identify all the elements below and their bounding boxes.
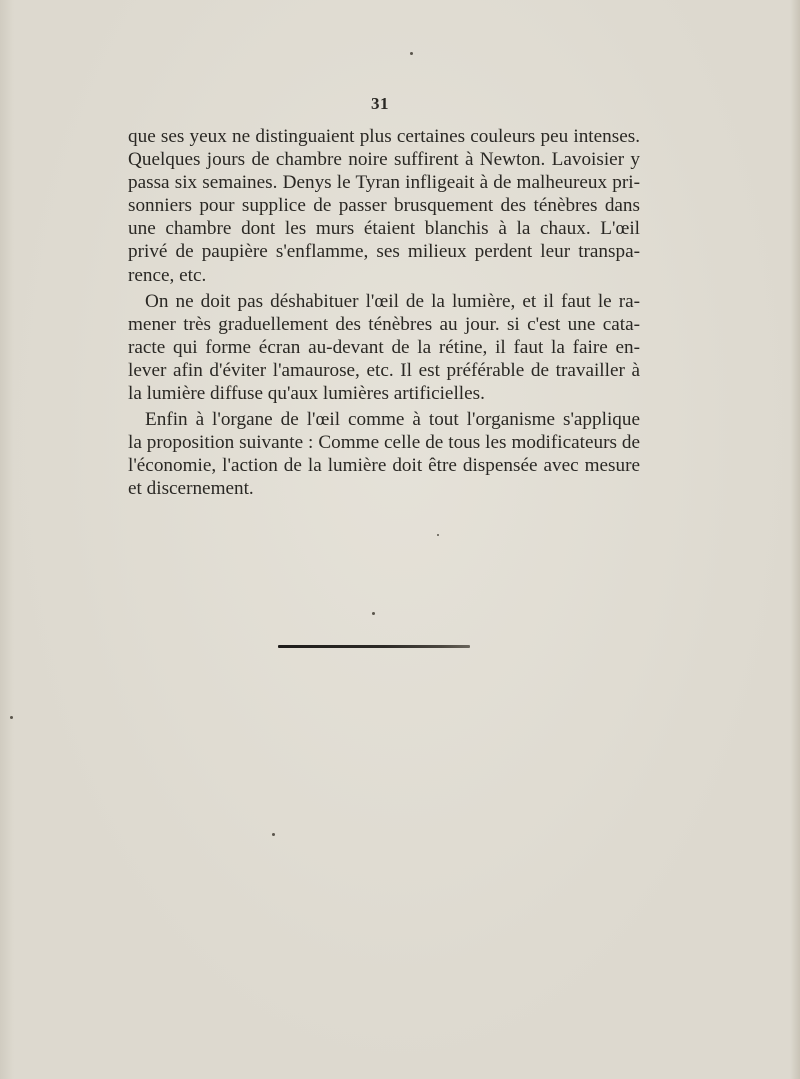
text-line: et discernement. bbox=[128, 478, 254, 500]
page-number: 31 bbox=[371, 94, 389, 113]
text-line: une chambre dont les murs étaient blanchis à la chaux. L'œil bbox=[128, 218, 640, 240]
text-line: que ses yeux ne distinguaient plus certaines couleurs peu intenses. bbox=[128, 126, 640, 147]
paper-speck bbox=[410, 52, 413, 55]
text-line: rence, etc. bbox=[128, 264, 207, 286]
paper-speck bbox=[272, 833, 275, 836]
paragraph bbox=[128, 125, 640, 287]
text-line: privé de paupière s'enflamme, ses milieux perdent leur transpa- bbox=[128, 241, 640, 263]
text-line: Quelques jours de chambre noire suffirent à Newton. Lavoisier y bbox=[128, 149, 640, 171]
paragraph bbox=[128, 290, 640, 405]
text-line: Enfin à l'organe de l'œil comme à tout l'organisme s'applique bbox=[145, 409, 640, 431]
text-line: On ne doit pas déshabituer l'œil de la lumière, et il faut le ra- bbox=[145, 290, 640, 312]
end-rule bbox=[278, 645, 470, 648]
body-text bbox=[128, 125, 640, 501]
text-line: la proposition suivante : Comme celle de tous les modificateurs de bbox=[128, 432, 640, 454]
text-line: mener très graduellement des ténèbres au jour. si c'est une cata- bbox=[128, 313, 640, 335]
paragraph bbox=[128, 408, 640, 500]
text-line: l'économie, l'action de la lumière doit être dispensée avec mesure bbox=[128, 455, 640, 477]
text-line: la lumière diffuse qu'aux lumières artificielles. bbox=[128, 383, 485, 405]
text-line: sonniers pour supplice de passer brusquement des ténèbres dans bbox=[128, 195, 640, 217]
text-line: passa six semaines. Denys le Tyran infligeait à de malheureux pri- bbox=[128, 172, 640, 194]
text-line: lever afin d'éviter l'amaurose, etc. Il est préférable de travailler à bbox=[128, 359, 640, 381]
paper-speck bbox=[10, 716, 13, 719]
paper-speck bbox=[372, 612, 375, 615]
text-line: racte qui forme écran au-devant de la rétine, il faut la faire en- bbox=[128, 336, 640, 358]
paper-speck bbox=[437, 534, 439, 536]
